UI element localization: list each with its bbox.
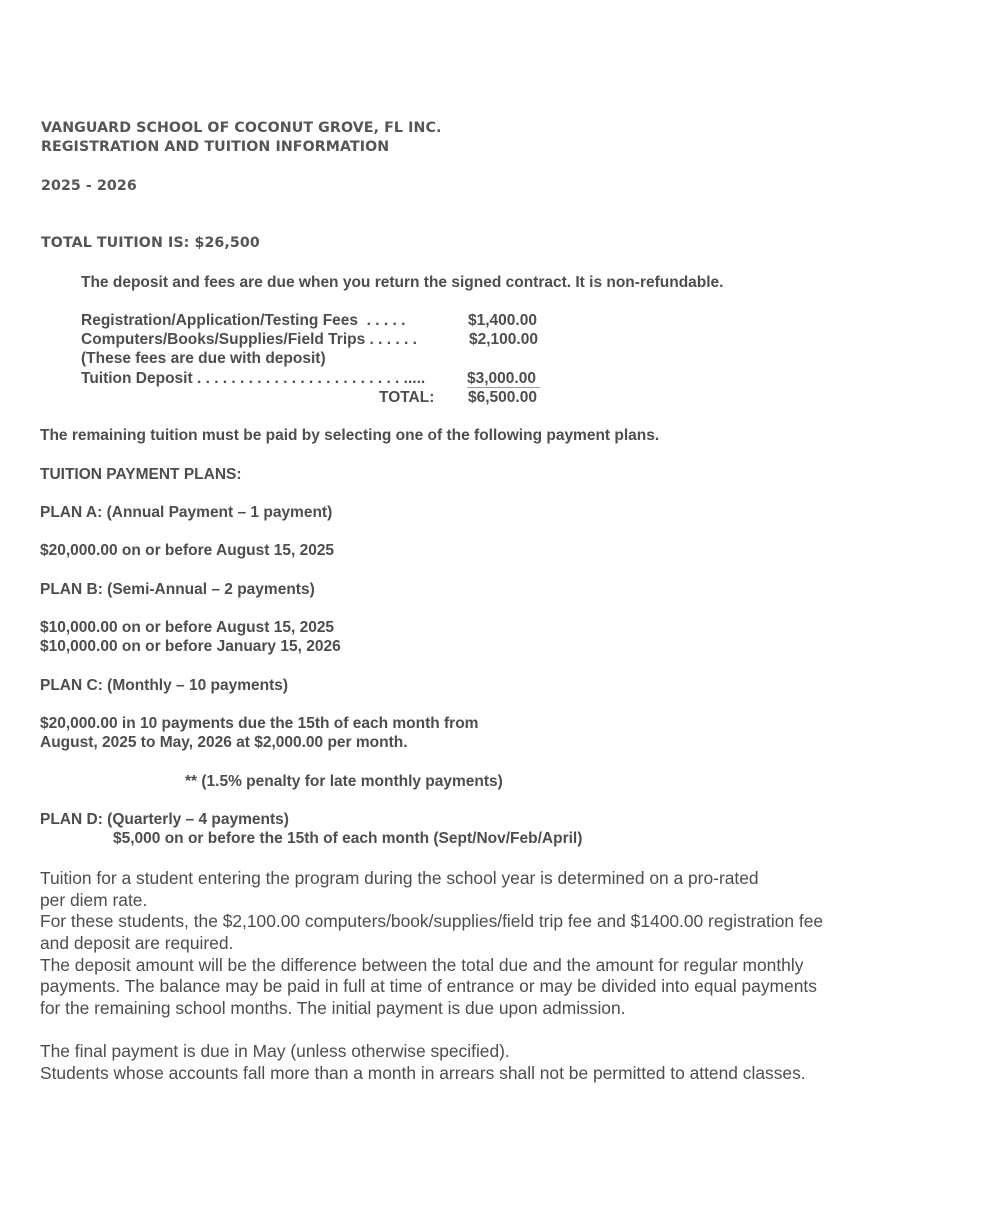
plan-c-line-1: $20,000.00 in 10 payments due the 15th of each month from [40, 715, 479, 732]
fee-leader: . . . . . . [365, 331, 417, 348]
fee-label: Computers/Books/Supplies/Field Trips [81, 331, 366, 348]
fees-intro: The deposit and fees are due when you return the signed contract. It is non-refundable. [81, 274, 724, 291]
fees-note: (These fees are due with deposit) [81, 350, 326, 367]
plan-a-title: PLAN A: (Annual Payment – 1 payment) [40, 504, 333, 521]
document-subtitle: REGISTRATION AND TUITION INFORMATION [41, 139, 390, 155]
remaining-tuition-note: The remaining tuition must be paid by selecting one of the following payment plans. [40, 427, 660, 444]
policy-fees-line-2: and deposit are required. [40, 933, 234, 953]
plan-b-payment-1: $10,000.00 on or before August 15, 2025 [40, 619, 335, 636]
plan-a-payment: $20,000.00 on or before August 15, 2025 [40, 542, 335, 559]
fee-amount-registration: $1,400.00 [468, 312, 537, 329]
policy-prorated-line-2: per diem rate. [40, 890, 148, 910]
deposit-amount [467, 369, 540, 388]
deposit-label: Tuition Deposit [81, 370, 193, 387]
fee-row-computers [81, 330, 417, 349]
plan-b-payment-2: $10,000.00 on or before January 15, 2026 [40, 638, 341, 655]
deposit-leader: . . . . . . . . . . . . . . . . . . . . . . . . ..... [192, 370, 426, 387]
plan-d-payment: $5,000 on or before the 15th of each month (Sept/Nov/Feb/April) [113, 830, 583, 847]
deposit-amount-value: $3,000.00 [467, 370, 540, 388]
policy-fees-line-1: For these students, the $2,100.00 computers/book/supplies/field trip fee and $1400.00 registration fee [40, 911, 824, 931]
school-year: 2025 - 2026 [41, 178, 137, 194]
plan-c-line-2: August, 2025 to May, 2026 at $2,000.00 per month. [40, 734, 408, 751]
plan-d-title: PLAN D: (Quarterly – 4 payments) [40, 811, 289, 828]
policy-deposit-line-2: payments. The balance may be paid in full at time of entrance or may be divided into equal payments [40, 976, 817, 996]
school-name: VANGUARD SCHOOL OF COCONUT GROVE, FL INC. [41, 120, 442, 136]
policy-arrears: Students whose accounts fall more than a month in arrears shall not be permitted to attend classes. [40, 1063, 806, 1083]
plan-b-title: PLAN B: (Semi-Annual – 2 payments) [40, 581, 315, 598]
fees-total-amount: $6,500.00 [468, 389, 537, 406]
fees-total-label: TOTAL: [379, 389, 435, 406]
fee-leader: . . . . . [358, 312, 406, 329]
policy-final-payment: The final payment is due in May (unless otherwise specified). [40, 1041, 510, 1061]
policy-deposit-line-1: The deposit amount will be the difference between the total due and the amount for regular monthly [40, 955, 804, 975]
plan-c-penalty-note: ** (1.5% penalty for late monthly payments) [185, 773, 503, 790]
plan-c-title: PLAN C: (Monthly – 10 payments) [40, 677, 289, 694]
fee-row-registration [81, 311, 405, 330]
fee-amount-computers: $2,100.00 [469, 331, 538, 348]
payment-plans-heading: TUITION PAYMENT PLANS: [40, 466, 242, 483]
policy-deposit-line-3: for the remaining school months. The initial payment is due upon admission. [40, 998, 626, 1018]
total-tuition: TOTAL TUITION IS: $26,500 [41, 235, 260, 251]
policy-prorated-line-1: Tuition for a student entering the program during the school year is determined on a pro-rated [40, 868, 759, 888]
deposit-row [81, 369, 466, 388]
fee-label: Registration/Application/Testing Fees [81, 312, 359, 329]
